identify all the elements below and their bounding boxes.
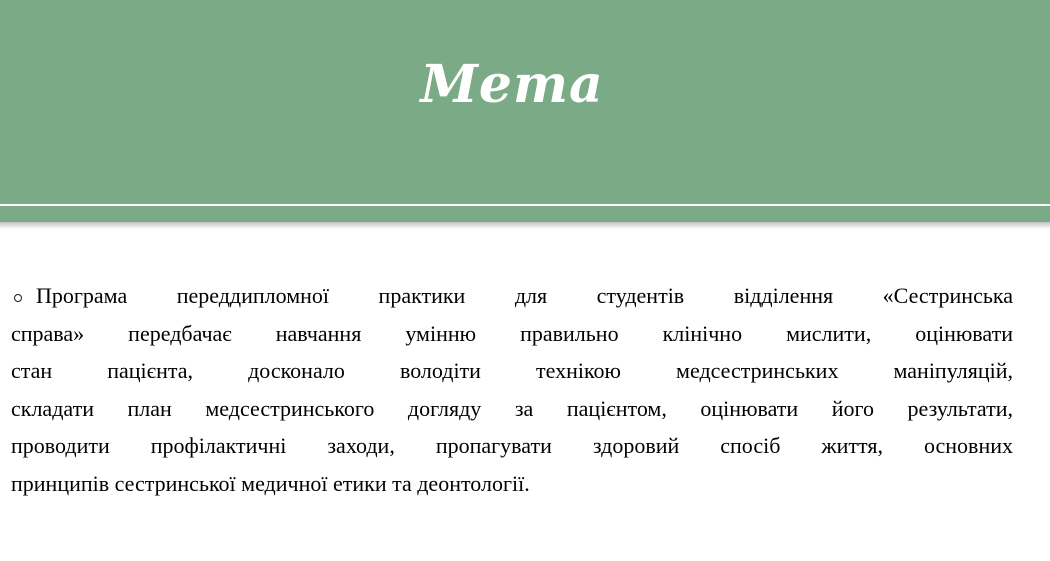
paragraph-line: Програма переддипломної практики для студентів відділення «Сестринська	[36, 283, 1013, 308]
paragraph-line: принципів сестринської медичної етики та деонтології.	[11, 470, 530, 496]
header-shadow	[0, 222, 1050, 229]
header-divider-line	[0, 204, 1050, 206]
paragraph-line: складати план медсестринського догляду за пацієнтом, оцінювати його результати,	[11, 395, 1013, 421]
title-band	[0, 0, 1050, 222]
paragraph-line: справа» передбачає навчання умінню правильно клінічно мислити, оцінювати	[11, 320, 1013, 346]
slide-title: Мета	[420, 54, 604, 115]
bullet-paragraph	[11, 277, 1013, 503]
slide-body	[11, 277, 1013, 503]
circle-outline-bullet-icon	[14, 294, 22, 302]
paragraph-line: проводити профілактичні заходи, пропагувати здоровий спосіб життя, основних	[11, 433, 1013, 459]
paragraph-line: стан пацієнта, досконало володіти технікою медсестринських маніпуляцій,	[11, 358, 1013, 384]
